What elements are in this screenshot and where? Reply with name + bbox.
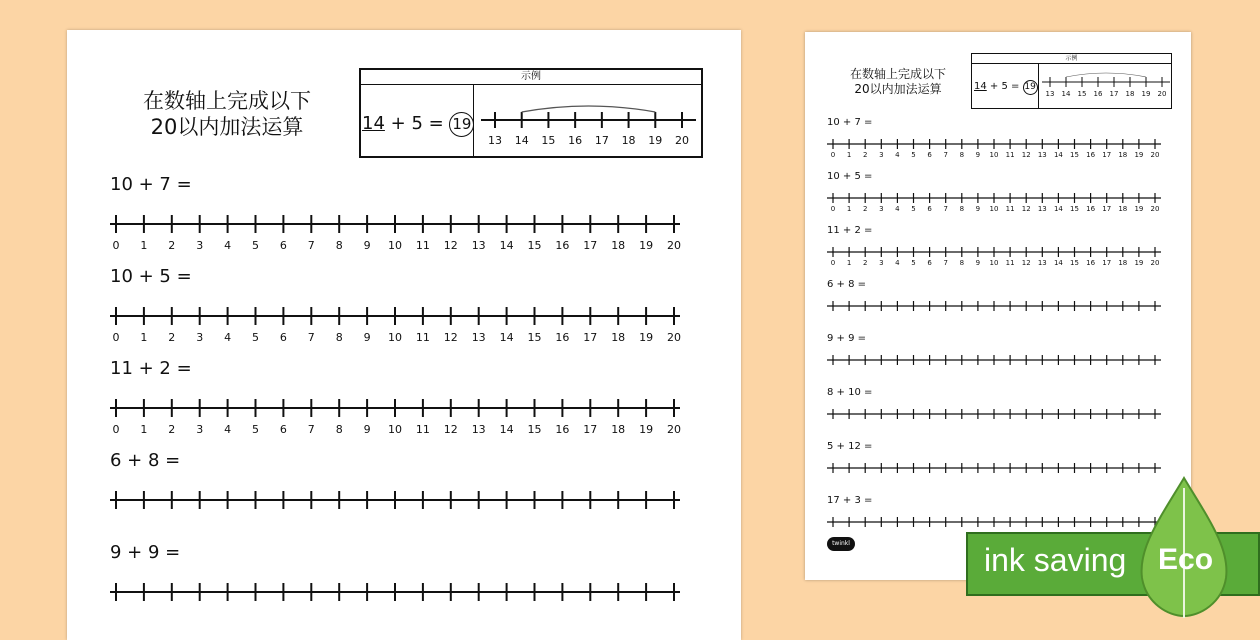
number-line-tick-label: 7 [943,151,948,159]
number-line-tick-label: 14 [499,423,514,436]
number-line [110,306,680,346]
number-line-tick-label: 9 [363,331,371,344]
number-line-tick-label: 6 [927,151,932,159]
number-line-tick-label: 19 [639,239,654,252]
number-line-tick-label: 2 [862,205,868,213]
example-tick-label: 18 [621,134,636,147]
problem-equation: 9 + 9 = [110,542,181,563]
number-line-tick-label: 11 [415,331,430,344]
number-line-tick-label: 4 [224,423,232,436]
example-tick-label: 17 [594,134,609,147]
title-line-1: 在数轴上完成以下 [849,67,946,81]
number-line [110,582,680,622]
number-line-tick-label: 4 [224,239,232,252]
number-line-tick-label: 17 [1102,205,1112,213]
example-header: 示例 [972,54,1171,64]
number-line-tick-label: 15 [527,239,542,252]
number-line-tick-label: 8 [335,331,343,344]
example-jump-arc [522,106,656,112]
number-line-tick-label: 17 [1102,259,1112,267]
number-line-tick-label: 1 [846,151,852,159]
example-addend: 14 [974,81,987,92]
number-line-tick-label: 10 [989,151,999,159]
number-line-tick-label: 20 [667,423,681,436]
number-line-tick-label: 5 [252,331,259,344]
problem-equation: 10 + 5 = [827,171,873,182]
number-line-tick-label: 14 [1053,205,1063,213]
number-line [110,214,680,254]
number-line-tick-label: 10 [989,259,999,267]
number-line-tick-label: 2 [862,151,868,159]
number-line-tick-label: 15 [1070,205,1079,213]
number-line-tick-label: 3 [879,205,884,213]
number-line-tick-label: 6 [927,259,932,267]
example-box [971,53,1172,109]
number-line-tick-label: 9 [975,205,981,213]
number-line-tick-label: 5 [911,259,916,267]
number-line [827,354,1161,378]
number-line-tick-label: 0 [112,423,120,436]
example-tick-label: 16 [568,134,583,147]
number-line-tick-label: 1 [846,259,852,267]
number-line-tick-label: 17 [583,331,598,344]
number-line-tick-label: 1 [140,423,148,436]
title-line-1: 在数轴上完成以下 [143,89,311,113]
number-line-tick-label: 15 [527,423,542,436]
number-line-tick-label: 7 [943,205,948,213]
number-line [827,300,1161,324]
example-answer: 19 [1023,80,1038,95]
number-line-tick-label: 14 [1053,151,1063,159]
example-number-line [972,54,1173,110]
example-tick-label: 14 [1061,90,1071,98]
number-line-tick-label: 18 [611,331,626,344]
number-line-tick-label: 10 [388,239,402,252]
number-line-tick-label: 0 [830,205,836,213]
number-line-tick-label: 16 [1086,151,1096,159]
number-line-tick-label: 7 [307,239,315,252]
number-line-tick-label: 5 [911,205,916,213]
number-line [827,246,1161,270]
number-line-tick-label: 13 [1037,151,1047,159]
problem-equation: 10 + 7 = [827,117,873,128]
number-line-tick-label: 6 [279,239,287,252]
number-line-tick-label: 9 [975,151,981,159]
number-line-tick-label: 19 [1134,151,1144,159]
problem-equation: 11 + 2 = [110,358,192,379]
twinkl-logo: twinkl [827,537,855,551]
number-line-tick-label: 3 [879,259,884,267]
number-line-tick-label: 20 [1150,259,1160,267]
number-line-tick-label: 1 [846,205,852,213]
number-line-tick-label: 8 [959,205,965,213]
number-line-tick-label: 11 [1005,205,1015,213]
number-line-tick-label: 12 [1021,151,1031,159]
number-line-tick-label: 12 [443,423,458,436]
number-line-tick-label: 3 [196,239,204,252]
number-line-tick-label: 13 [471,423,486,436]
example-operator: + 5 = [390,113,444,134]
number-line-tick-label: 8 [959,259,965,267]
number-line-tick-label: 20 [667,239,681,252]
number-line-tick-label: 16 [555,331,570,344]
number-line-tick-label: 19 [1134,205,1144,213]
number-line-tick-label: 4 [224,331,232,344]
example-box [359,68,703,158]
number-line [110,490,680,530]
worksheet-title [107,88,347,141]
number-line-tick-label: 15 [1070,151,1079,159]
problem-equation: 6 + 8 = [110,450,181,471]
number-line-tick-label: 12 [443,239,458,252]
number-line-tick-label: 2 [168,239,176,252]
number-line-tick-label: 11 [1005,151,1015,159]
eco-label: Eco [1158,543,1214,576]
number-line-tick-label: 12 [1021,259,1031,267]
number-line-tick-label: 6 [279,423,287,436]
example-addend: 14 [362,113,385,134]
example-tick-label: 19 [1141,90,1151,98]
number-line-tick-label: 7 [307,423,315,436]
example-tick-label: 15 [1077,90,1087,98]
example-number-line [361,70,705,160]
example-header: 示例 [361,70,701,85]
number-line-tick-label: 0 [112,331,120,344]
number-line-tick-label: 11 [1005,259,1015,267]
number-line-tick-label: 7 [307,331,315,344]
number-line-tick-label: 11 [415,423,430,436]
number-line-tick-label: 2 [168,423,176,436]
example-tick-label: 15 [541,134,556,147]
number-line-tick-label: 10 [989,205,999,213]
title-line-2: 20以内加法运算 [150,115,304,140]
number-line-tick-label: 16 [1086,205,1096,213]
problem-equation: 11 + 2 = [827,225,873,236]
example-jump-arc [1066,73,1146,77]
number-line-tick-label: 13 [471,331,486,344]
number-line-tick-label: 20 [1150,205,1160,213]
number-line-tick-label: 5 [252,239,259,252]
number-line-tick-label: 17 [583,423,598,436]
number-line-tick-label: 10 [388,423,402,436]
number-line-tick-label: 18 [611,239,626,252]
number-line-tick-label: 2 [168,331,176,344]
problem-equation: 5 + 12 = [827,441,873,452]
number-line-tick-label: 15 [1070,259,1079,267]
number-line-tick-label: 13 [471,239,486,252]
title-line-2: 20以内加法运算 [854,82,942,96]
number-line-tick-label: 3 [879,151,884,159]
number-line-tick-label: 1 [140,331,148,344]
number-line-tick-label: 15 [527,331,542,344]
number-line-tick-label: 16 [555,423,570,436]
number-line-tick-label: 20 [667,331,681,344]
number-line-tick-label: 8 [335,239,343,252]
ink-saving-label: ink saving [984,542,1127,578]
number-line-tick-label: 10 [388,331,402,344]
number-line [827,192,1161,216]
number-line-tick-label: 0 [830,151,836,159]
number-line-tick-label: 13 [1037,259,1047,267]
worksheet-small [805,32,1191,580]
example-tick-label: 17 [1109,90,1119,98]
number-line [827,138,1161,162]
number-line-tick-label: 0 [830,259,836,267]
problem-equation: 8 + 10 = [827,387,873,398]
example-tick-label: 18 [1125,90,1135,98]
number-line-tick-label: 5 [911,151,916,159]
problem-equation: 9 + 9 = [827,333,867,344]
number-line-tick-label: 12 [1021,205,1031,213]
number-line-tick-label: 19 [639,331,654,344]
number-line-tick-label: 19 [1134,259,1144,267]
number-line-tick-label: 13 [1037,205,1047,213]
problem-equation: 10 + 5 = [110,266,192,287]
example-tick-label: 19 [648,134,663,147]
problem-equation: 10 + 7 = [110,174,192,195]
number-line-tick-label: 7 [943,259,948,267]
number-line-tick-label: 8 [959,151,965,159]
number-line-tick-label: 0 [112,239,120,252]
number-line-tick-label: 14 [1053,259,1063,267]
number-line-tick-label: 3 [196,423,204,436]
problem-equation: 6 + 8 = [827,279,867,290]
number-line-tick-label: 18 [1118,151,1128,159]
number-line-tick-label: 4 [895,151,900,159]
number-line [827,462,1161,486]
number-line-tick-label: 9 [975,259,981,267]
number-line-tick-label: 6 [927,205,932,213]
number-line-tick-label: 16 [1086,259,1096,267]
number-line-tick-label: 19 [639,423,654,436]
number-line [110,398,680,438]
number-line-tick-label: 3 [196,331,204,344]
number-line-tick-label: 18 [611,423,626,436]
worksheet-title [833,67,963,97]
number-line-tick-label: 18 [1118,259,1128,267]
number-line-tick-label: 17 [1102,151,1112,159]
example-tick-label: 20 [1157,90,1167,98]
problem-equation: 17 + 3 = [827,495,873,506]
example-tick-label: 20 [675,134,689,147]
number-line-tick-label: 11 [415,239,430,252]
number-line-tick-label: 8 [335,423,343,436]
number-line-tick-label: 18 [1118,205,1128,213]
number-line-tick-label: 4 [895,205,900,213]
example-tick-label: 13 [488,134,502,147]
number-line [827,408,1161,432]
example-tick-label: 16 [1093,90,1103,98]
number-line-tick-label: 17 [583,239,598,252]
example-answer: 19 [449,112,474,137]
number-line-tick-label: 9 [363,423,371,436]
number-line-tick-label: 14 [499,331,514,344]
number-line-tick-label: 16 [555,239,570,252]
number-line-tick-label: 1 [140,239,148,252]
number-line-tick-label: 4 [895,259,900,267]
worksheet-large [67,30,741,640]
number-line-tick-label: 6 [279,331,287,344]
number-line-tick-label: 12 [443,331,458,344]
number-line-tick-label: 2 [862,259,868,267]
number-line-tick-label: 9 [363,239,371,252]
number-line-tick-label: 20 [1150,151,1160,159]
example-tick-label: 13 [1045,90,1055,98]
example-tick-label: 14 [514,134,529,147]
number-line-tick-label: 14 [499,239,514,252]
number-line-tick-label: 5 [252,423,259,436]
example-operator: + 5 = [989,81,1020,92]
